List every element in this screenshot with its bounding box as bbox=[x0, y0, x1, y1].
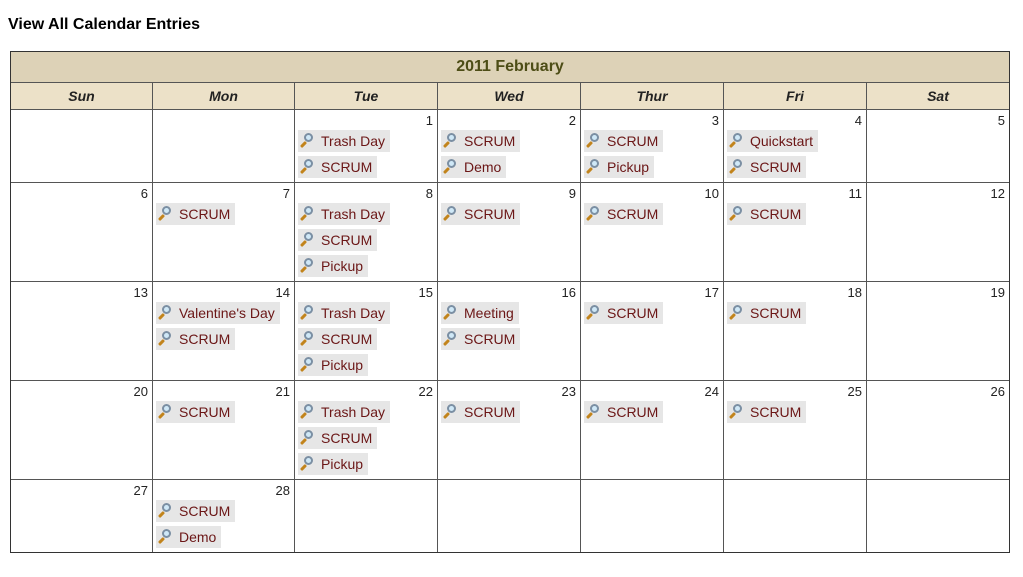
calendar-entry[interactable] bbox=[727, 302, 806, 324]
calendar-entry[interactable] bbox=[298, 156, 377, 178]
event-list bbox=[727, 401, 806, 427]
calendar-entry-label[interactable]: SCRUM bbox=[750, 404, 802, 420]
calendar-entry[interactable] bbox=[441, 203, 520, 225]
magnifier-icon[interactable] bbox=[299, 429, 317, 447]
calendar-entry-label[interactable]: SCRUM bbox=[607, 305, 659, 321]
day-number: 5 bbox=[997, 113, 1005, 128]
calendar-entry[interactable] bbox=[156, 203, 235, 225]
day-cell bbox=[724, 282, 867, 380]
day-number: 26 bbox=[990, 384, 1005, 399]
week-row bbox=[11, 282, 1009, 381]
magnifier-icon[interactable] bbox=[442, 330, 460, 348]
day-cell bbox=[438, 110, 581, 182]
event-list bbox=[584, 302, 663, 328]
day-cell bbox=[153, 282, 295, 380]
event-list bbox=[584, 401, 663, 427]
calendar-entry-label[interactable]: Quickstart bbox=[750, 133, 814, 149]
day-number: 12 bbox=[990, 186, 1005, 201]
week-row bbox=[11, 110, 1009, 183]
magnifier-icon[interactable] bbox=[299, 330, 317, 348]
day-number: 6 bbox=[140, 186, 148, 201]
event-list bbox=[441, 203, 520, 229]
day-number: 17 bbox=[704, 285, 719, 300]
calendar-entry[interactable] bbox=[441, 302, 519, 324]
calendar-entry-label[interactable]: SCRUM bbox=[321, 159, 373, 175]
magnifier-icon[interactable] bbox=[442, 403, 460, 421]
calendar-entry[interactable] bbox=[298, 328, 377, 350]
calendar-entry[interactable] bbox=[298, 203, 390, 225]
day-cell bbox=[581, 282, 724, 380]
magnifier-icon[interactable] bbox=[728, 403, 746, 421]
day-number: 1 bbox=[425, 113, 433, 128]
event-list bbox=[441, 130, 520, 182]
day-cell bbox=[295, 110, 438, 182]
day-cell bbox=[724, 381, 867, 479]
calendar-weeks bbox=[11, 110, 1009, 552]
magnifier-icon[interactable] bbox=[442, 158, 460, 176]
dow-sun: Sun bbox=[11, 83, 153, 109]
calendar-entry[interactable] bbox=[156, 500, 235, 522]
magnifier-icon[interactable] bbox=[299, 205, 317, 223]
calendar-entry[interactable] bbox=[584, 156, 654, 178]
magnifier-icon[interactable] bbox=[585, 158, 603, 176]
magnifier-icon[interactable] bbox=[299, 304, 317, 322]
magnifier-icon[interactable] bbox=[728, 205, 746, 223]
event-list bbox=[298, 130, 390, 182]
magnifier-icon[interactable] bbox=[299, 257, 317, 275]
day-cell bbox=[867, 110, 1009, 182]
day-number: 2 bbox=[568, 113, 576, 128]
calendar-entry-label[interactable]: SCRUM bbox=[750, 305, 802, 321]
calendar-entry[interactable] bbox=[298, 427, 377, 449]
day-number: 22 bbox=[418, 384, 433, 399]
calendar-entry[interactable] bbox=[298, 302, 390, 324]
day-cell bbox=[867, 183, 1009, 281]
calendar-entry[interactable] bbox=[727, 203, 806, 225]
day-cell bbox=[295, 183, 438, 281]
calendar-entry[interactable] bbox=[298, 401, 390, 423]
day-number: 4 bbox=[854, 113, 862, 128]
day-number: 20 bbox=[133, 384, 148, 399]
day-number: 25 bbox=[847, 384, 862, 399]
dow-tue: Tue bbox=[295, 83, 438, 109]
day-cell bbox=[153, 480, 295, 552]
day-cell bbox=[724, 183, 867, 281]
calendar-entry-label[interactable]: SCRUM bbox=[179, 503, 231, 519]
calendar-entry-label[interactable]: SCRUM bbox=[607, 404, 659, 420]
event-list bbox=[727, 203, 806, 229]
magnifier-icon[interactable] bbox=[157, 528, 175, 546]
day-number: 18 bbox=[847, 285, 862, 300]
page-title: View All Calendar Entries bbox=[8, 16, 201, 33]
event-list bbox=[298, 203, 390, 281]
calendar-entry-label[interactable]: SCRUM bbox=[179, 206, 231, 222]
week-row bbox=[11, 381, 1009, 480]
calendar-entry-label[interactable]: SCRUM bbox=[750, 159, 802, 175]
calendar-entry[interactable] bbox=[298, 354, 368, 376]
calendar-entry-label[interactable]: SCRUM bbox=[607, 206, 659, 222]
event-list bbox=[727, 302, 806, 328]
calendar-entry[interactable] bbox=[727, 130, 818, 152]
day-number: 15 bbox=[418, 285, 433, 300]
calendar-entry[interactable] bbox=[441, 156, 506, 178]
calendar-entry-label[interactable]: SCRUM bbox=[179, 404, 231, 420]
calendar-entry-label[interactable]: SCRUM bbox=[607, 133, 659, 149]
day-cell bbox=[581, 480, 724, 552]
event-list bbox=[727, 130, 818, 182]
calendar-entry-label[interactable]: SCRUM bbox=[464, 206, 516, 222]
calendar-entry-label[interactable]: Demo bbox=[464, 159, 502, 175]
magnifier-icon[interactable] bbox=[442, 304, 460, 322]
event-list bbox=[584, 130, 663, 182]
calendar-entry[interactable] bbox=[727, 156, 806, 178]
event-list bbox=[441, 401, 520, 427]
calendar-entry[interactable] bbox=[441, 130, 520, 152]
day-number: 14 bbox=[275, 285, 290, 300]
calendar-entry[interactable] bbox=[156, 302, 280, 324]
day-number: 13 bbox=[133, 285, 148, 300]
day-number: 28 bbox=[275, 483, 290, 498]
calendar-entry-label[interactable]: Demo bbox=[179, 529, 217, 545]
calendar-entry-label[interactable]: SCRUM bbox=[750, 206, 802, 222]
calendar-entry-label[interactable]: SCRUM bbox=[464, 331, 516, 347]
day-cell bbox=[724, 110, 867, 182]
calendar-entry-label[interactable]: Pickup bbox=[607, 159, 650, 175]
day-cell bbox=[867, 282, 1009, 380]
day-cell bbox=[581, 183, 724, 281]
magnifier-icon[interactable] bbox=[442, 205, 460, 223]
day-cell bbox=[11, 282, 153, 380]
calendar-entry-label[interactable]: Pickup bbox=[321, 258, 364, 274]
calendar-entry-label[interactable]: SCRUM bbox=[464, 404, 516, 420]
calendar-table bbox=[10, 51, 1010, 553]
calendar-entry[interactable] bbox=[156, 328, 235, 350]
day-of-week-header bbox=[11, 83, 1009, 110]
calendar-entry[interactable] bbox=[298, 229, 377, 251]
calendar-entry[interactable] bbox=[298, 255, 368, 277]
calendar-entry-label[interactable]: Trash Day bbox=[321, 206, 386, 222]
calendar-entry[interactable] bbox=[584, 130, 663, 152]
day-cell bbox=[867, 381, 1009, 479]
magnifier-icon[interactable] bbox=[728, 304, 746, 322]
day-cell bbox=[11, 381, 153, 479]
event-list bbox=[298, 401, 390, 479]
day-number: 27 bbox=[133, 483, 148, 498]
dow-wed: Wed bbox=[438, 83, 581, 109]
calendar-entry-label[interactable]: SCRUM bbox=[321, 430, 373, 446]
day-number: 3 bbox=[711, 113, 719, 128]
week-row bbox=[11, 183, 1009, 282]
magnifier-icon[interactable] bbox=[157, 304, 175, 322]
magnifier-icon[interactable] bbox=[299, 403, 317, 421]
day-number: 21 bbox=[275, 384, 290, 399]
calendar-entry[interactable] bbox=[584, 302, 663, 324]
magnifier-icon[interactable] bbox=[157, 502, 175, 520]
event-list bbox=[156, 500, 235, 552]
calendar-entry[interactable] bbox=[156, 526, 221, 548]
magnifier-icon[interactable] bbox=[299, 132, 317, 150]
dow-sat: Sat bbox=[927, 88, 949, 104]
magnifier-icon[interactable] bbox=[728, 132, 746, 150]
day-cell bbox=[11, 110, 153, 182]
day-cell bbox=[581, 110, 724, 182]
calendar-entry-label[interactable]: Trash Day bbox=[321, 133, 386, 149]
calendar-entry-label[interactable]: Trash Day bbox=[321, 404, 386, 420]
calendar-entry[interactable] bbox=[727, 401, 806, 423]
day-cell bbox=[153, 183, 295, 281]
day-cell bbox=[295, 282, 438, 380]
magnifier-icon[interactable] bbox=[299, 231, 317, 249]
calendar-entry-label[interactable]: SCRUM bbox=[321, 232, 373, 248]
day-cell bbox=[581, 381, 724, 479]
month-title: 2011 February bbox=[11, 52, 1009, 83]
dow-fri: Fri bbox=[724, 83, 867, 109]
dow-mon: Mon bbox=[153, 83, 295, 109]
day-cell bbox=[438, 480, 581, 552]
magnifier-icon[interactable] bbox=[442, 132, 460, 150]
event-list bbox=[156, 401, 235, 427]
calendar-entry[interactable] bbox=[584, 401, 663, 423]
magnifier-icon[interactable] bbox=[585, 205, 603, 223]
day-cell bbox=[153, 381, 295, 479]
day-cell bbox=[295, 381, 438, 479]
event-list bbox=[156, 302, 280, 354]
calendar-entry-label[interactable]: SCRUM bbox=[464, 133, 516, 149]
magnifier-icon[interactable] bbox=[299, 158, 317, 176]
day-cell bbox=[438, 183, 581, 281]
calendar-entry-label[interactable]: Valentine's Day bbox=[179, 305, 275, 321]
calendar-entry[interactable] bbox=[441, 328, 520, 350]
day-cell bbox=[11, 480, 153, 552]
day-cell bbox=[295, 480, 438, 552]
magnifier-icon[interactable] bbox=[585, 132, 603, 150]
calendar-entry-label[interactable]: Pickup bbox=[321, 357, 364, 373]
calendar-entry[interactable] bbox=[298, 130, 390, 152]
magnifier-icon[interactable] bbox=[585, 403, 603, 421]
calendar-entry-label[interactable]: Meeting bbox=[464, 305, 514, 321]
week-row bbox=[11, 480, 1009, 552]
calendar-entry-label[interactable]: Trash Day bbox=[321, 305, 386, 321]
day-number: 19 bbox=[990, 285, 1005, 300]
day-number: 11 bbox=[848, 186, 862, 201]
event-list bbox=[441, 302, 520, 354]
calendar-entry-label[interactable]: SCRUM bbox=[179, 331, 231, 347]
day-number: 8 bbox=[425, 186, 433, 201]
day-cell bbox=[438, 381, 581, 479]
calendar-entry[interactable] bbox=[441, 401, 520, 423]
day-number: 10 bbox=[704, 186, 719, 201]
day-cell bbox=[11, 183, 153, 281]
magnifier-icon[interactable] bbox=[157, 330, 175, 348]
day-cell bbox=[438, 282, 581, 380]
calendar-entry[interactable] bbox=[584, 203, 663, 225]
calendar-entry[interactable] bbox=[156, 401, 235, 423]
magnifier-icon[interactable] bbox=[299, 356, 317, 374]
day-cell bbox=[867, 480, 1009, 552]
magnifier-icon[interactable] bbox=[728, 158, 746, 176]
event-list bbox=[156, 203, 235, 229]
magnifier-icon[interactable] bbox=[157, 205, 175, 223]
day-number: 16 bbox=[561, 285, 576, 300]
dow-thur: Thur bbox=[581, 83, 724, 109]
day-number: 23 bbox=[561, 384, 576, 399]
calendar-entry-label[interactable]: SCRUM bbox=[321, 331, 373, 347]
day-cell bbox=[724, 480, 867, 552]
day-cell bbox=[153, 110, 295, 182]
day-number: 9 bbox=[568, 186, 576, 201]
event-list bbox=[584, 203, 663, 229]
event-list bbox=[298, 302, 390, 380]
calendar-entry[interactable] bbox=[298, 453, 368, 475]
day-number: 24 bbox=[704, 384, 719, 399]
magnifier-icon[interactable] bbox=[585, 304, 603, 322]
magnifier-icon[interactable] bbox=[157, 403, 175, 421]
day-number: 7 bbox=[282, 186, 290, 201]
calendar-entry-label[interactable]: Pickup bbox=[321, 456, 364, 472]
magnifier-icon[interactable] bbox=[299, 455, 317, 473]
